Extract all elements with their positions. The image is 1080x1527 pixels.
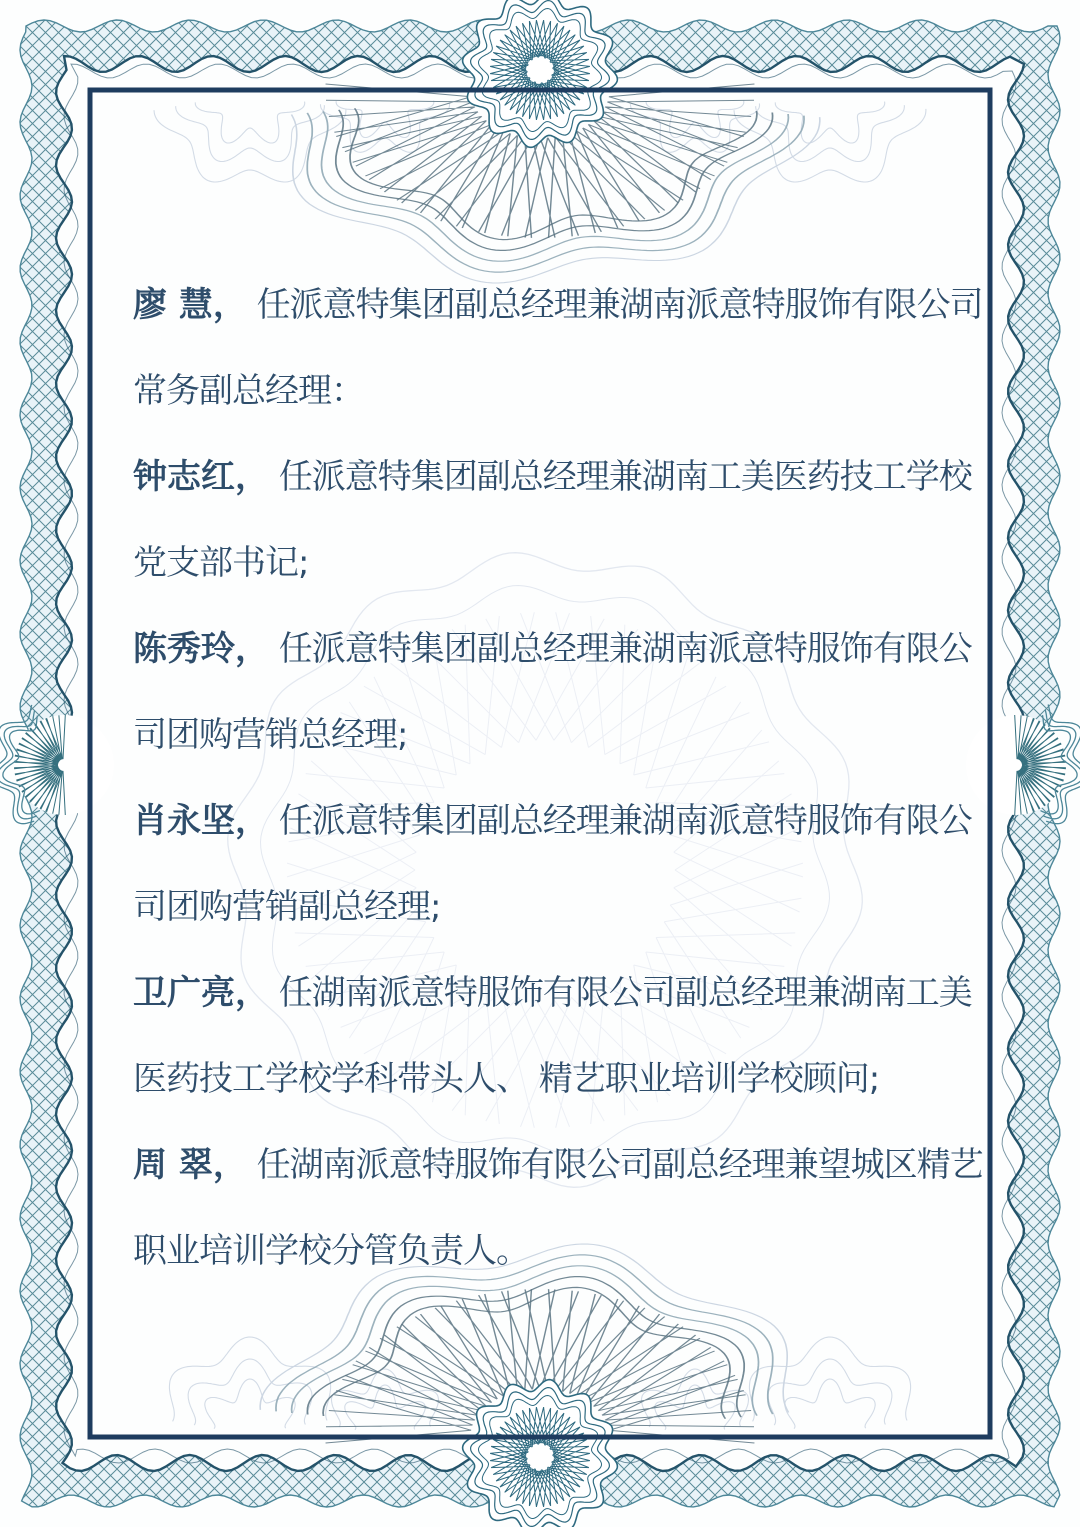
appointment-paragraph [133,778,995,950]
appointment-line: 医药技工学校学科带头人、 精艺职业培训学校顾问; [133,1059,880,1099]
appointment-line: 常务副总经理： [133,371,364,411]
person-name: 钟志红， [133,457,269,497]
appointment-paragraph [133,262,995,434]
person-name: 周 翠， [133,1145,247,1185]
appointment-line [133,1122,995,1208]
appointment-list [133,262,995,1294]
person-name: 卫广亮， [133,973,269,1013]
appointment-paragraph [133,434,995,606]
appointment-line: 司团购营销总经理; [133,715,408,755]
appointment-line [133,606,995,692]
appointment-line: 党支部书记; [133,543,309,583]
appointment-line [133,262,995,348]
appointment-text: 任湖南派意特服饰有限公司副总经理兼湖南工美 [269,973,972,1013]
person-name: 陈秀玲， [133,629,269,669]
appointment-line [133,950,995,1036]
appointment-text: 任派意特集团副总经理兼湖南派意特服饰有限公 [269,801,972,841]
person-name: 廖 慧， [133,285,247,325]
appointment-text: 任派意特集团副总经理兼湖南派意特服饰有限公 [269,629,972,669]
appointment-text: 任派意特集团副总经理兼湖南派意特服饰有限公司 [246,285,983,325]
appointment-line [133,434,995,520]
appointment-line [133,778,995,864]
appointment-text: 任派意特集团副总经理兼湖南工美医药技工学校 [269,457,972,497]
appointment-paragraph [133,950,995,1122]
appointment-line: 职业培训学校分管负责人。 [133,1231,529,1271]
person-name: 肖永坚， [133,801,269,841]
appointment-paragraph [133,1122,995,1294]
appointment-paragraph [133,606,995,778]
appointment-line: 司团购营销副总经理; [133,887,441,927]
appointment-text: 任湖南派意特服饰有限公司副总经理兼望城区精艺 [246,1145,983,1185]
